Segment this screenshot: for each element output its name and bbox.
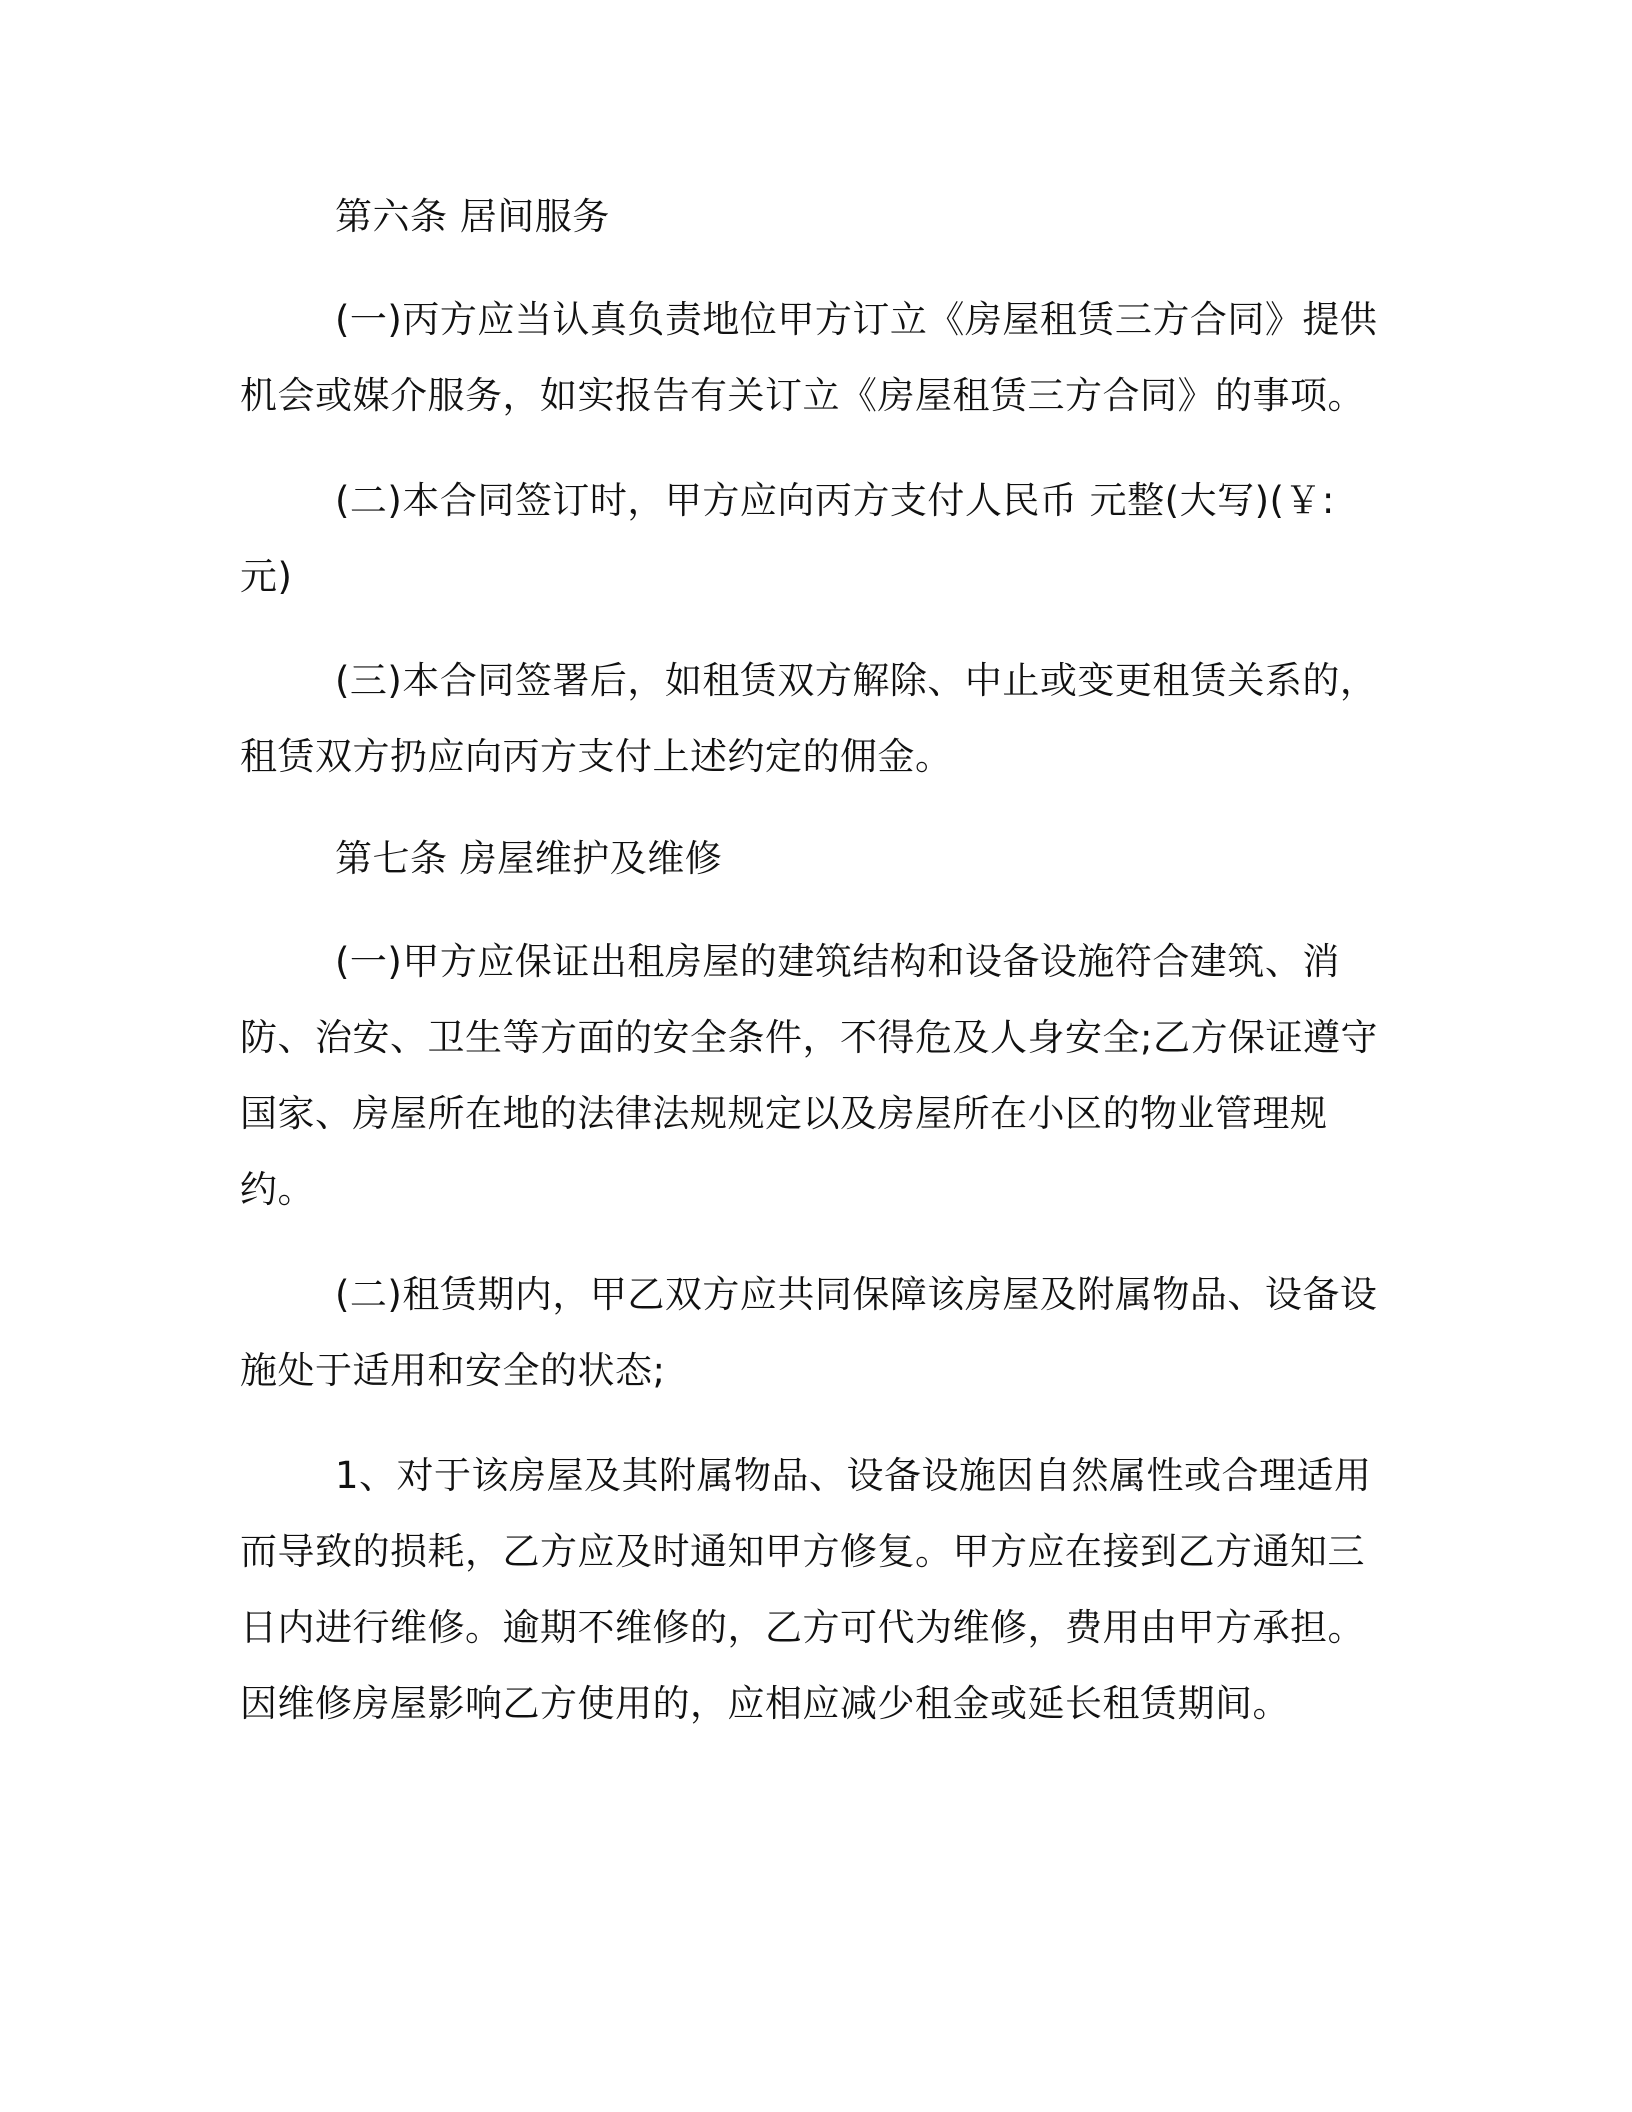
- article-7-item-1-line-3: 日内进行维修。逾期不维修的，乙方可代为维修，费用由甲方承担。: [240, 1606, 1365, 1649]
- article-6-clause-2-line-1: (二)本合同签订时，甲方应向丙方支付人民币 元整(大写)(￥:: [335, 479, 1335, 522]
- article-7-item-1-line-4: 因维修房屋影响乙方使用的，应相应减少租金或延长租赁期间。: [240, 1682, 1290, 1725]
- article-7-clause-1-line-4: 约。: [240, 1168, 315, 1211]
- article-6-clause-1-line-1: (一)丙方应当认真负责地位甲方订立《房屋租赁三方合同》提供: [335, 298, 1378, 341]
- article-7-clause-2-line-2: 施处于适用和安全的状态;: [240, 1349, 666, 1392]
- article-6-clause-3-line-1: (三)本合同签署后，如租赁双方解除、中止或变更租赁关系的，: [335, 659, 1378, 702]
- article-7-clause-1-line-2: 防、治安、卫生等方面的安全条件，不得危及人身安全;乙方保证遵守: [240, 1016, 1378, 1059]
- article-7-item-1-line-2: 而导致的损耗，乙方应及时通知甲方修复。甲方应在接到乙方通知三: [240, 1530, 1365, 1573]
- article-7-clause-1-line-3: 国家、房屋所在地的法律法规规定以及房屋所在小区的物业管理规: [240, 1092, 1328, 1135]
- article-7-clause-2-line-1: (二)租赁期内，甲乙双方应共同保障该房屋及附属物品、设备设: [335, 1273, 1378, 1316]
- article-7-clause-1-line-1: (一)甲方应保证出租房屋的建筑结构和设备设施符合建筑、消: [335, 940, 1340, 983]
- article-7-item-1-line-1: 1、对于该房屋及其附属物品、设备设施因自然属性或合理适用: [335, 1454, 1372, 1497]
- article-6-clause-1-line-2: 机会或媒介服务，如实报告有关订立《房屋租赁三方合同》的事项。: [240, 374, 1365, 417]
- article-6-heading: 第六条 居间服务: [335, 195, 610, 238]
- article-6-clause-2-line-2: 元): [240, 555, 293, 598]
- article-7-heading: 第七条 房屋维护及维修: [335, 837, 723, 880]
- article-6-clause-3-line-2: 租赁双方扔应向丙方支付上述约定的佣金。: [240, 735, 953, 778]
